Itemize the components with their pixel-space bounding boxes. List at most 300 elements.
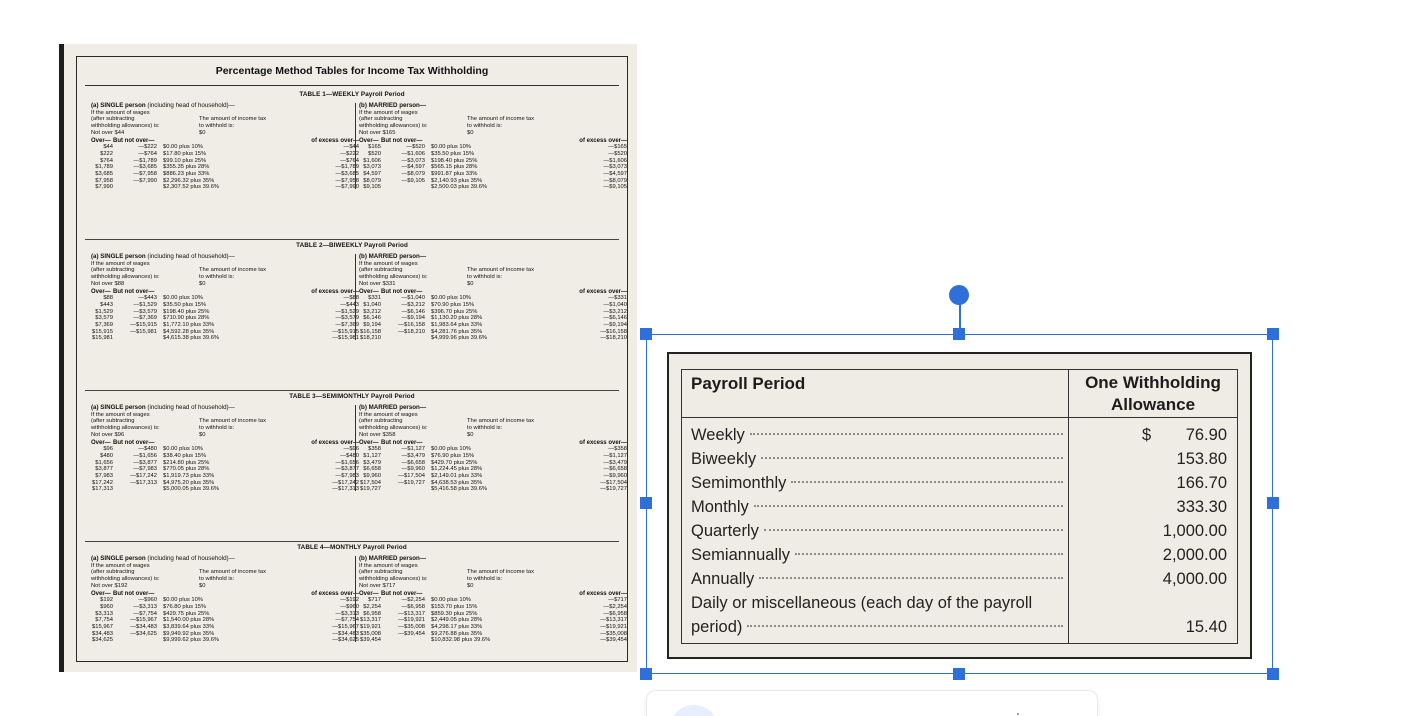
intro-text: to withhold is: (199, 576, 235, 583)
bracket-row (359, 171, 627, 178)
resize-handle-bottom-right[interactable] (1267, 668, 1279, 680)
bracket-cell: $4,999.96 plus 39.6% (431, 335, 488, 342)
bracket-row (91, 624, 359, 631)
col-but-not-over: But not over— (113, 590, 155, 597)
bracket-cell (381, 486, 431, 493)
allowance-value-row (682, 423, 1235, 447)
bracket-cell: —$2,254 (401, 597, 425, 604)
bracket-cell: $3,313 (95, 610, 113, 617)
bracket-cell: —$7,369 (335, 322, 359, 329)
resize-handle-top-left[interactable] (640, 328, 652, 340)
intro-text: If the amount of wages (359, 260, 418, 267)
document-title: Percentage Method Tables for Income Tax Withholding (215, 65, 489, 77)
intro-text: withholding allowances) is: (91, 274, 160, 281)
bracket-cell: $0.00 plus 10% (163, 295, 203, 302)
intro-text: If the amount of wages (91, 411, 150, 418)
intro-text: $0 (199, 431, 206, 438)
bracket-row (359, 144, 627, 151)
bracket-cell: $4,298.17 plus 33% (431, 624, 483, 631)
bracket-row (359, 466, 627, 473)
bracket-cell: $0.00 plus 10% (163, 597, 203, 604)
allowance-value-row (682, 615, 1235, 639)
col-but-not-over: But not over— (381, 137, 423, 144)
bracket-cell: $5,416.58 plus 39.6% (431, 486, 488, 493)
single-person-section (91, 556, 359, 644)
bracket-row (91, 315, 359, 322)
bracket-cell: $764 (100, 157, 113, 164)
intro-text: to withhold is: (467, 274, 503, 281)
bracket-cell: —$34,625 (332, 637, 359, 644)
intro-text: to withhold is: (467, 576, 503, 583)
bracket-row (359, 295, 627, 302)
floating-card[interactable] (646, 690, 1098, 716)
allowance-value-row (682, 471, 1235, 495)
bracket-cell: —$6,958 (401, 603, 425, 610)
bracket-row (91, 171, 359, 178)
resize-handle-top-right[interactable] (1267, 328, 1279, 340)
bracket-row (359, 611, 627, 618)
payroll-period-label: Quarterly (691, 522, 759, 540)
intro-text: If the amount of wages (359, 109, 418, 116)
resize-handle-middle-right[interactable] (1267, 497, 1279, 509)
bracket-cell: —$35,008 (600, 630, 627, 637)
intro-text: The amount of income tax (199, 116, 267, 123)
bracket-row (91, 453, 359, 460)
intro-text: The amount of income tax (467, 418, 535, 425)
bracket-cell: —$7,990 (335, 184, 359, 191)
column-headers (359, 440, 627, 447)
section-label (359, 254, 627, 261)
bracket-cell: $1,772.10 plus 33% (163, 322, 215, 329)
bracket-cell: —$1,529 (133, 301, 157, 308)
intro-text: (after subtracting (359, 267, 403, 274)
bracket-cell: $2,500.03 plus 39.6% (431, 184, 488, 191)
intro-text: (after subtracting (359, 569, 403, 576)
bracket-cell: —$3,877 (335, 466, 359, 473)
bracket-cell: —$222 (340, 150, 359, 157)
intro-text: Not over $717 (359, 582, 396, 589)
bracket-row (91, 473, 359, 480)
intro-text (467, 261, 627, 268)
bracket-cell: —$9,105 (603, 184, 627, 191)
bracket-cell: $88 (103, 295, 113, 302)
col-but-not-over: But not over— (113, 288, 155, 295)
bracket-cell: —$1,606 (401, 150, 425, 157)
bracket-cell: $770.05 plus 28% (163, 466, 210, 473)
bracket-row (91, 637, 359, 644)
bracket-cell: —$16,158 (600, 328, 627, 335)
bracket-cell: $35,008 (360, 630, 381, 637)
bracket-cell: —$9,105 (401, 177, 425, 184)
bracket-cell: $165 (368, 144, 381, 151)
bracket-cell: $214.80 plus 25% (163, 459, 210, 466)
bracket-row (359, 184, 627, 191)
payroll-period-label: Semiannually (691, 546, 791, 564)
bracket-row (359, 460, 627, 467)
bracket-cell (381, 184, 431, 191)
bracket-cell: —$17,313 (332, 486, 359, 493)
column-headers (91, 289, 359, 296)
col-of-excess-over: of excess over— (579, 439, 627, 446)
allowance-value-row (682, 543, 1235, 567)
bracket-cell: —$34,483 (332, 630, 359, 637)
bracket-cell: —$9,960 (603, 473, 627, 480)
intro-text: The amount of income tax (199, 267, 267, 274)
intro-text: to withhold is: (199, 425, 235, 432)
intro-text (199, 110, 359, 117)
bracket-cell: $3,685 (95, 171, 113, 178)
bracket-cell: —$3,579 (133, 308, 157, 315)
bracket-cell: $9,949.92 plus 35% (163, 630, 215, 637)
bracket-cell: $4,281.76 plus 35% (431, 328, 483, 335)
resize-handle-bottom-center[interactable] (953, 668, 965, 680)
bracket-cell: —$1,529 (335, 308, 359, 315)
bracket-cell: $9,960 (363, 473, 381, 480)
resize-handle-top-center[interactable] (953, 328, 965, 340)
bracket-cell: $1,789 (95, 164, 113, 171)
intro-text: withholding allowances) is: (91, 425, 160, 432)
section-label-bold: (b) MARRIED person— (359, 555, 427, 562)
bracket-cell: $2,254 (363, 603, 381, 610)
bracket-row (91, 309, 359, 316)
bracket-cell: $6,658 (363, 466, 381, 473)
bracket-cell: —$13,317 (600, 617, 627, 624)
section-label (91, 405, 359, 412)
section-label-bold: (a) SINGLE person (91, 404, 146, 411)
intro-text: withholding allowances) is: (359, 123, 428, 130)
intro-text: If the amount of wages (91, 260, 150, 267)
bracket-cell: $6,958 (363, 610, 381, 617)
bracket-cell: —$19,921 (600, 624, 627, 631)
section-label (359, 103, 627, 110)
bracket-cell: $44 (103, 144, 113, 151)
bracket-cell: $34,483 (92, 630, 113, 637)
bracket-row (91, 617, 359, 624)
bracket-row (359, 453, 627, 460)
bracket-cell: —$15,967 (332, 624, 359, 631)
bracket-cell: —$1,040 (603, 301, 627, 308)
bracket-cell: $2,140.93 plus 35% (431, 177, 483, 184)
section-label-rest: (including head of household)— (145, 555, 235, 562)
bracket-cell: $2,307.52 plus 39.6% (163, 184, 220, 191)
bracket-cell (113, 184, 163, 191)
bracket-row (359, 322, 627, 329)
section-label (91, 556, 359, 563)
bracket-row (91, 164, 359, 171)
bracket-row (91, 604, 359, 611)
document-border (76, 56, 628, 662)
column-headers (91, 138, 359, 145)
bracket-cell: —$3,579 (335, 315, 359, 322)
table-heading: TABLE 1—WEEKLY Payroll Period (299, 91, 405, 98)
bracket-cell: —$15,981 (332, 335, 359, 342)
bracket-cell: $15,915 (92, 328, 113, 335)
bracket-cell: $34,625 (92, 637, 113, 644)
title-rule (85, 85, 619, 86)
intro-text: The amount of income tax (467, 569, 535, 576)
payroll-period-label-cont: period) (691, 618, 743, 636)
bracket-row (359, 164, 627, 171)
intro-text (199, 412, 359, 419)
bracket-cell: —$7,990 (133, 177, 157, 184)
intro-text: Not over $165 (359, 129, 396, 136)
col-of-excess-over: of excess over— (579, 288, 627, 295)
bracket-cell: $1,127 (363, 452, 381, 459)
bracket-row (359, 302, 627, 309)
intro-text: $0 (199, 582, 206, 589)
col-of-excess-over: of excess over— (311, 439, 359, 446)
bracket-cell: $1,919.73 plus 33% (163, 473, 215, 480)
column-headers (359, 591, 627, 598)
wages-intro (359, 261, 627, 288)
bracket-cell: —$16,158 (398, 322, 425, 329)
section-label (91, 254, 359, 261)
column-spacer (431, 289, 551, 296)
section-label-rest: (including head of household)— (145, 404, 235, 411)
intro-text: If the amount of wages (91, 562, 150, 569)
allowance-value-row (682, 519, 1235, 543)
bracket-row (91, 335, 359, 342)
bracket-cell: —$15,981 (130, 328, 157, 335)
bracket-cell: —$222 (138, 144, 157, 151)
bracket-cell: $15,981 (92, 335, 113, 342)
bracket-cell: —$19,727 (398, 479, 425, 486)
bracket-cell: $1,040 (363, 301, 381, 308)
intro-text: Not over $192 (91, 582, 128, 589)
bracket-row (91, 151, 359, 158)
bracket-cell: $859.30 plus 25% (431, 610, 478, 617)
payroll-period-label: Biweekly (691, 450, 757, 468)
allowance-value: 153.80 (1176, 450, 1227, 468)
allowance-value-row (682, 447, 1235, 471)
bracket-cell: $5,000.05 plus 39.6% (163, 486, 220, 493)
section-label (359, 405, 627, 412)
bracket-cell: —$17,313 (130, 479, 157, 486)
bracket-cell: $2,149.01 plus 33% (431, 473, 483, 480)
wages-intro (359, 412, 627, 439)
bracket-cell: $3,877 (95, 466, 113, 473)
bracket-cell: $4,975.20 plus 35% (163, 479, 215, 486)
bracket-cell: $7,369 (95, 322, 113, 329)
intro-text: to withhold is: (199, 123, 235, 130)
intro-text: $0 (467, 129, 474, 136)
bracket-cell: $1,130.20 plus 28% (431, 315, 483, 322)
bracket-cell: —$520 (608, 150, 627, 157)
intro-text (467, 110, 627, 117)
bracket-cell: $355.35 plus 28% (163, 164, 210, 171)
section-label (359, 556, 627, 563)
bracket-cell: —$7,983 (335, 473, 359, 480)
allowance-value: 4,000.00 (1162, 570, 1227, 588)
intro-text: (after subtracting (91, 418, 135, 425)
bracket-cell: —$15,915 (332, 328, 359, 335)
bracket-cell: —$1,789 (133, 157, 157, 164)
bracket-cell: $70.90 plus 15% (431, 301, 475, 308)
bracket-row (91, 329, 359, 336)
bracket-cell (113, 335, 163, 342)
bracket-row (359, 637, 627, 644)
bracket-cell: $6,146 (363, 315, 381, 322)
col-over: Over— (91, 288, 111, 295)
bracket-cell: $192 (100, 597, 113, 604)
bracket-cell: $1,656 (95, 459, 113, 466)
intro-text: to withhold is: (199, 274, 235, 281)
bracket-row (359, 309, 627, 316)
allowance-value: 76.90 (1185, 426, 1227, 444)
bracket-cell: $358 (368, 446, 381, 453)
bracket-cell: $1,983.64 plus 33% (431, 322, 483, 329)
bracket-cell: $7,983 (95, 473, 113, 480)
bracket-cell: —$3,073 (603, 164, 627, 171)
bracket-cell: —$6,146 (603, 315, 627, 322)
bracket-row (359, 178, 627, 185)
bracket-cell: $717 (368, 597, 381, 604)
bracket-cell: $3,839.64 plus 33% (163, 624, 215, 631)
allowance-value: 1,000.00 (1162, 522, 1227, 540)
bracket-cell: $429.70 plus 25% (431, 459, 478, 466)
bracket-cell: —$19,727 (600, 486, 627, 493)
bracket-cell: —$34,483 (130, 624, 157, 631)
intro-text: If the amount of wages (91, 109, 150, 116)
wages-intro (91, 110, 359, 137)
bracket-cell: $4,638.53 plus 35% (431, 479, 483, 486)
bracket-row (359, 335, 627, 342)
bracket-cell: $3,579 (95, 315, 113, 322)
bracket-cell: $710.90 plus 28% (163, 315, 210, 322)
payroll-period-label: Semimonthly (691, 474, 787, 492)
bracket-cell: $3,479 (363, 459, 381, 466)
bracket-cell: —$8,079 (603, 177, 627, 184)
bracket-cell: $4,592.28 plus 35% (163, 328, 215, 335)
bracket-cell: $198.40 plus 25% (163, 308, 210, 315)
bracket-row (91, 322, 359, 329)
resize-handle-bottom-left[interactable] (640, 668, 652, 680)
bracket-cell: $429.75 plus 25% (163, 610, 210, 617)
col-over: Over— (91, 590, 111, 597)
bracket-cell: —$39,454 (600, 637, 627, 644)
bracket-cell: $2,449.05 plus 28% (431, 617, 483, 624)
wages-intro (91, 563, 359, 590)
col-of-excess-over: of excess over— (311, 590, 359, 597)
bracket-cell: —$15,967 (130, 617, 157, 624)
intro-text: If the amount of wages (359, 562, 418, 569)
allowance-value: 15.40 (1185, 618, 1227, 636)
intro-text: If the amount of wages (359, 411, 418, 418)
bracket-cell: $0.00 plus 10% (431, 295, 471, 302)
bracket-cell: —$7,754 (335, 617, 359, 624)
bracket-cell: —$1,656 (335, 459, 359, 466)
intro-text: (after subtracting (359, 116, 403, 123)
bracket-cell: —$331 (608, 295, 627, 302)
bracket-cell: —$4,597 (603, 171, 627, 178)
section-label-rest: (including head of household)— (145, 253, 235, 260)
bracket-cell: $19,727 (360, 486, 381, 493)
bracket-row (91, 466, 359, 473)
col-over: Over— (91, 439, 111, 446)
bracket-row (359, 617, 627, 624)
payroll-period-label: Annually (691, 570, 755, 588)
intro-text: (after subtracting (359, 418, 403, 425)
payroll-period-label: Daily or miscellaneous (each day of the payroll (691, 594, 1033, 612)
bracket-cell: $0.00 plus 10% (431, 597, 471, 604)
col-but-not-over: But not over— (381, 590, 423, 597)
payroll-period-header: Payroll Period (691, 374, 806, 393)
bracket-cell: —$358 (608, 446, 627, 453)
column-headers (359, 138, 627, 145)
bracket-cell: —$1,656 (133, 452, 157, 459)
col-of-excess-over: of excess over— (311, 288, 359, 295)
bracket-cell: —$443 (138, 295, 157, 302)
bracket-cell: —$19,921 (398, 617, 425, 624)
bracket-cell: $4,597 (363, 171, 381, 178)
bracket-cell: —$17,242 (130, 473, 157, 480)
bracket-cell: —$15,915 (130, 322, 157, 329)
section-label-bold: (b) MARRIED person— (359, 404, 427, 411)
bracket-row (91, 144, 359, 151)
bracket-cell: —$35,008 (398, 624, 425, 631)
married-person-section (359, 556, 627, 644)
bracket-cell: $153.70 plus 15% (431, 603, 478, 610)
col-but-not-over: But not over— (113, 439, 155, 446)
bracket-cell: $9,105 (363, 184, 381, 191)
rotate-handle[interactable] (949, 285, 969, 305)
bracket-cell: $1,224.45 plus 28% (431, 466, 483, 473)
allowance-value-row (682, 567, 1235, 591)
table-heading: TABLE 2—BIWEEKLY Payroll Period (296, 242, 408, 249)
col-but-not-over: But not over— (113, 137, 155, 144)
bracket-cell: —$7,369 (133, 315, 157, 322)
bracket-cell: —$480 (138, 446, 157, 453)
bracket-cell (381, 335, 431, 342)
bracket-cell: —$1,040 (401, 295, 425, 302)
bracket-cell: —$960 (138, 597, 157, 604)
intro-text: $0 (199, 129, 206, 136)
bracket-cell: $96 (103, 446, 113, 453)
bracket-row (91, 302, 359, 309)
col-over: Over— (359, 590, 379, 597)
bracket-cell: $17,313 (92, 486, 113, 493)
bracket-row (359, 151, 627, 158)
section-label-bold: (a) SINGLE person (91, 253, 146, 260)
intro-text: $0 (467, 431, 474, 438)
bracket-row (359, 480, 627, 487)
col-of-excess-over: of excess over— (579, 137, 627, 144)
bracket-cell: $76.90 plus 15% (431, 452, 475, 459)
bracket-row (359, 597, 627, 604)
bracket-cell: $886.23 plus 33% (163, 171, 210, 178)
section-label-rest: (including head of household)— (145, 102, 235, 109)
payroll-period-label: Monthly (691, 498, 749, 516)
bracket-cell: —$480 (340, 452, 359, 459)
bracket-cell: $0.00 plus 10% (163, 144, 203, 151)
bracket-cell: —$96 (343, 446, 359, 453)
intro-text: (after subtracting (91, 569, 135, 576)
intro-text: withholding allowances) is: (359, 576, 428, 583)
intro-text: withholding allowances) is: (91, 576, 160, 583)
married-person-section (359, 405, 627, 493)
resize-handle-middle-left[interactable] (640, 497, 652, 509)
col-but-not-over: But not over— (381, 288, 423, 295)
col-over: Over— (359, 137, 379, 144)
bracket-cell: —$764 (340, 157, 359, 164)
column-spacer (431, 138, 551, 145)
bracket-cell: $17,242 (92, 479, 113, 486)
bracket-cell: $76.80 plus 15% (163, 603, 207, 610)
bracket-cell: $10,832.98 plus 39.6% (431, 637, 491, 644)
bracket-cell: —$13,317 (398, 610, 425, 617)
bracket-cell: $565.15 plus 28% (431, 164, 478, 171)
bracket-row (359, 473, 627, 480)
